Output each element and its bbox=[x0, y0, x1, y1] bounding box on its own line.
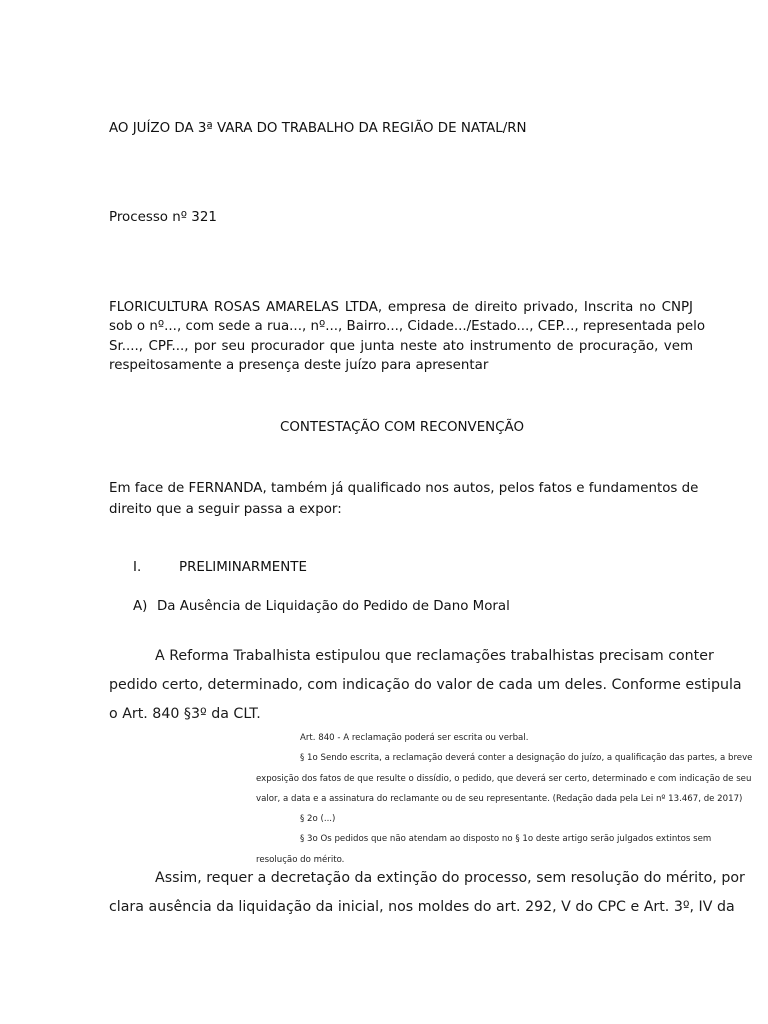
opponent-line-1-rest: também já qualificado nos autos, pelos fatos e fundamentos de bbox=[266, 481, 699, 496]
party-qualification bbox=[109, 298, 706, 375]
quote-line-4: valor, a data e a assinatura do reclamante ou de seu representante. (Redação dada pela Lei nº 13.467, de 2017) bbox=[256, 793, 743, 804]
reform-paragraph bbox=[109, 642, 742, 729]
reform-line-2: pedido certo, determinado, com indicação do valor de cada um deles. Conforme estipula bbox=[109, 677, 742, 693]
opponent-line-1-pre: Em face de bbox=[109, 481, 189, 496]
party-line-1 bbox=[109, 298, 693, 317]
quote-line-1: Art. 840 - A reclamação poderá ser escrita ou verbal. bbox=[300, 733, 529, 743]
request-line-1: Assim, requer a decretação da extinção do processo, sem resolução do mérito, por bbox=[155, 870, 745, 886]
quote-line-3: exposição dos fatos de que resulte o dissídio, o pedido, que deverá ser certo, determinado e com indicação de seu bbox=[256, 773, 752, 784]
subsection-title: Da Ausência de Liquidação do Pedido de Dano Moral bbox=[157, 599, 510, 614]
request-line-2: clara ausência da liquidação da inicial, nos moldes do art. 292, V do CPC e Art. 3º, IV da bbox=[109, 899, 735, 915]
opponent-name: FERNANDA, bbox=[188, 481, 267, 496]
opponent-paragraph bbox=[109, 478, 699, 520]
party-line-4: respeitosamente a presença deste juízo para apresentar bbox=[109, 357, 489, 373]
section-title: PRELIMINARMENTE bbox=[179, 560, 307, 575]
opponent-line-1 bbox=[109, 478, 699, 499]
subsection-letter: A) bbox=[133, 599, 148, 614]
party-line-3: Sr...., CPF..., por seu procurador que junta neste ato instrumento de procuração, vem bbox=[109, 338, 693, 354]
quote-line-6: § 3o Os pedidos que não atendam ao disposto no § 1o deste artigo serão julgados extintos sem bbox=[300, 834, 712, 845]
quote-line-5: § 2o (...) bbox=[300, 814, 336, 825]
quote-line-7: resolução do mérito. bbox=[256, 854, 345, 865]
quote-line-2: § 1o Sendo escrita, a reclamação deverá conter a designação do juízo, a qualificação das partes, a breve bbox=[300, 753, 753, 764]
reform-line-1: A Reforma Trabalhista estipulou que reclamações trabalhistas precisam conter bbox=[155, 648, 714, 664]
party-line-2: sob o nº..., com sede a rua..., nº..., Bairro..., Cidade.../Estado..., CEP..., representada pelo bbox=[109, 319, 706, 335]
company-name: FLORICULTURA ROSAS AMARELAS LTDA, bbox=[109, 300, 383, 315]
reform-line-3: o Art. 840 §3º da CLT. bbox=[109, 706, 261, 722]
section-numeral: I. bbox=[133, 560, 142, 575]
law-quote bbox=[256, 728, 753, 870]
process-number: Processo nº 321 bbox=[109, 210, 217, 225]
opponent-line-2: direito que a seguir passa a expor: bbox=[109, 502, 342, 517]
subsection-heading bbox=[133, 597, 510, 616]
request-paragraph bbox=[109, 864, 745, 922]
party-line-1-rest: empresa de direito privado, Inscrita no CNPJ bbox=[382, 300, 693, 315]
document-title: CONTESTAÇÃO COM RECONVENÇÃO bbox=[279, 420, 524, 435]
court-heading: AO JUÍZO DA 3ª VARA DO TRABALHO DA REGIÃO DE NATAL/RN bbox=[109, 121, 527, 136]
